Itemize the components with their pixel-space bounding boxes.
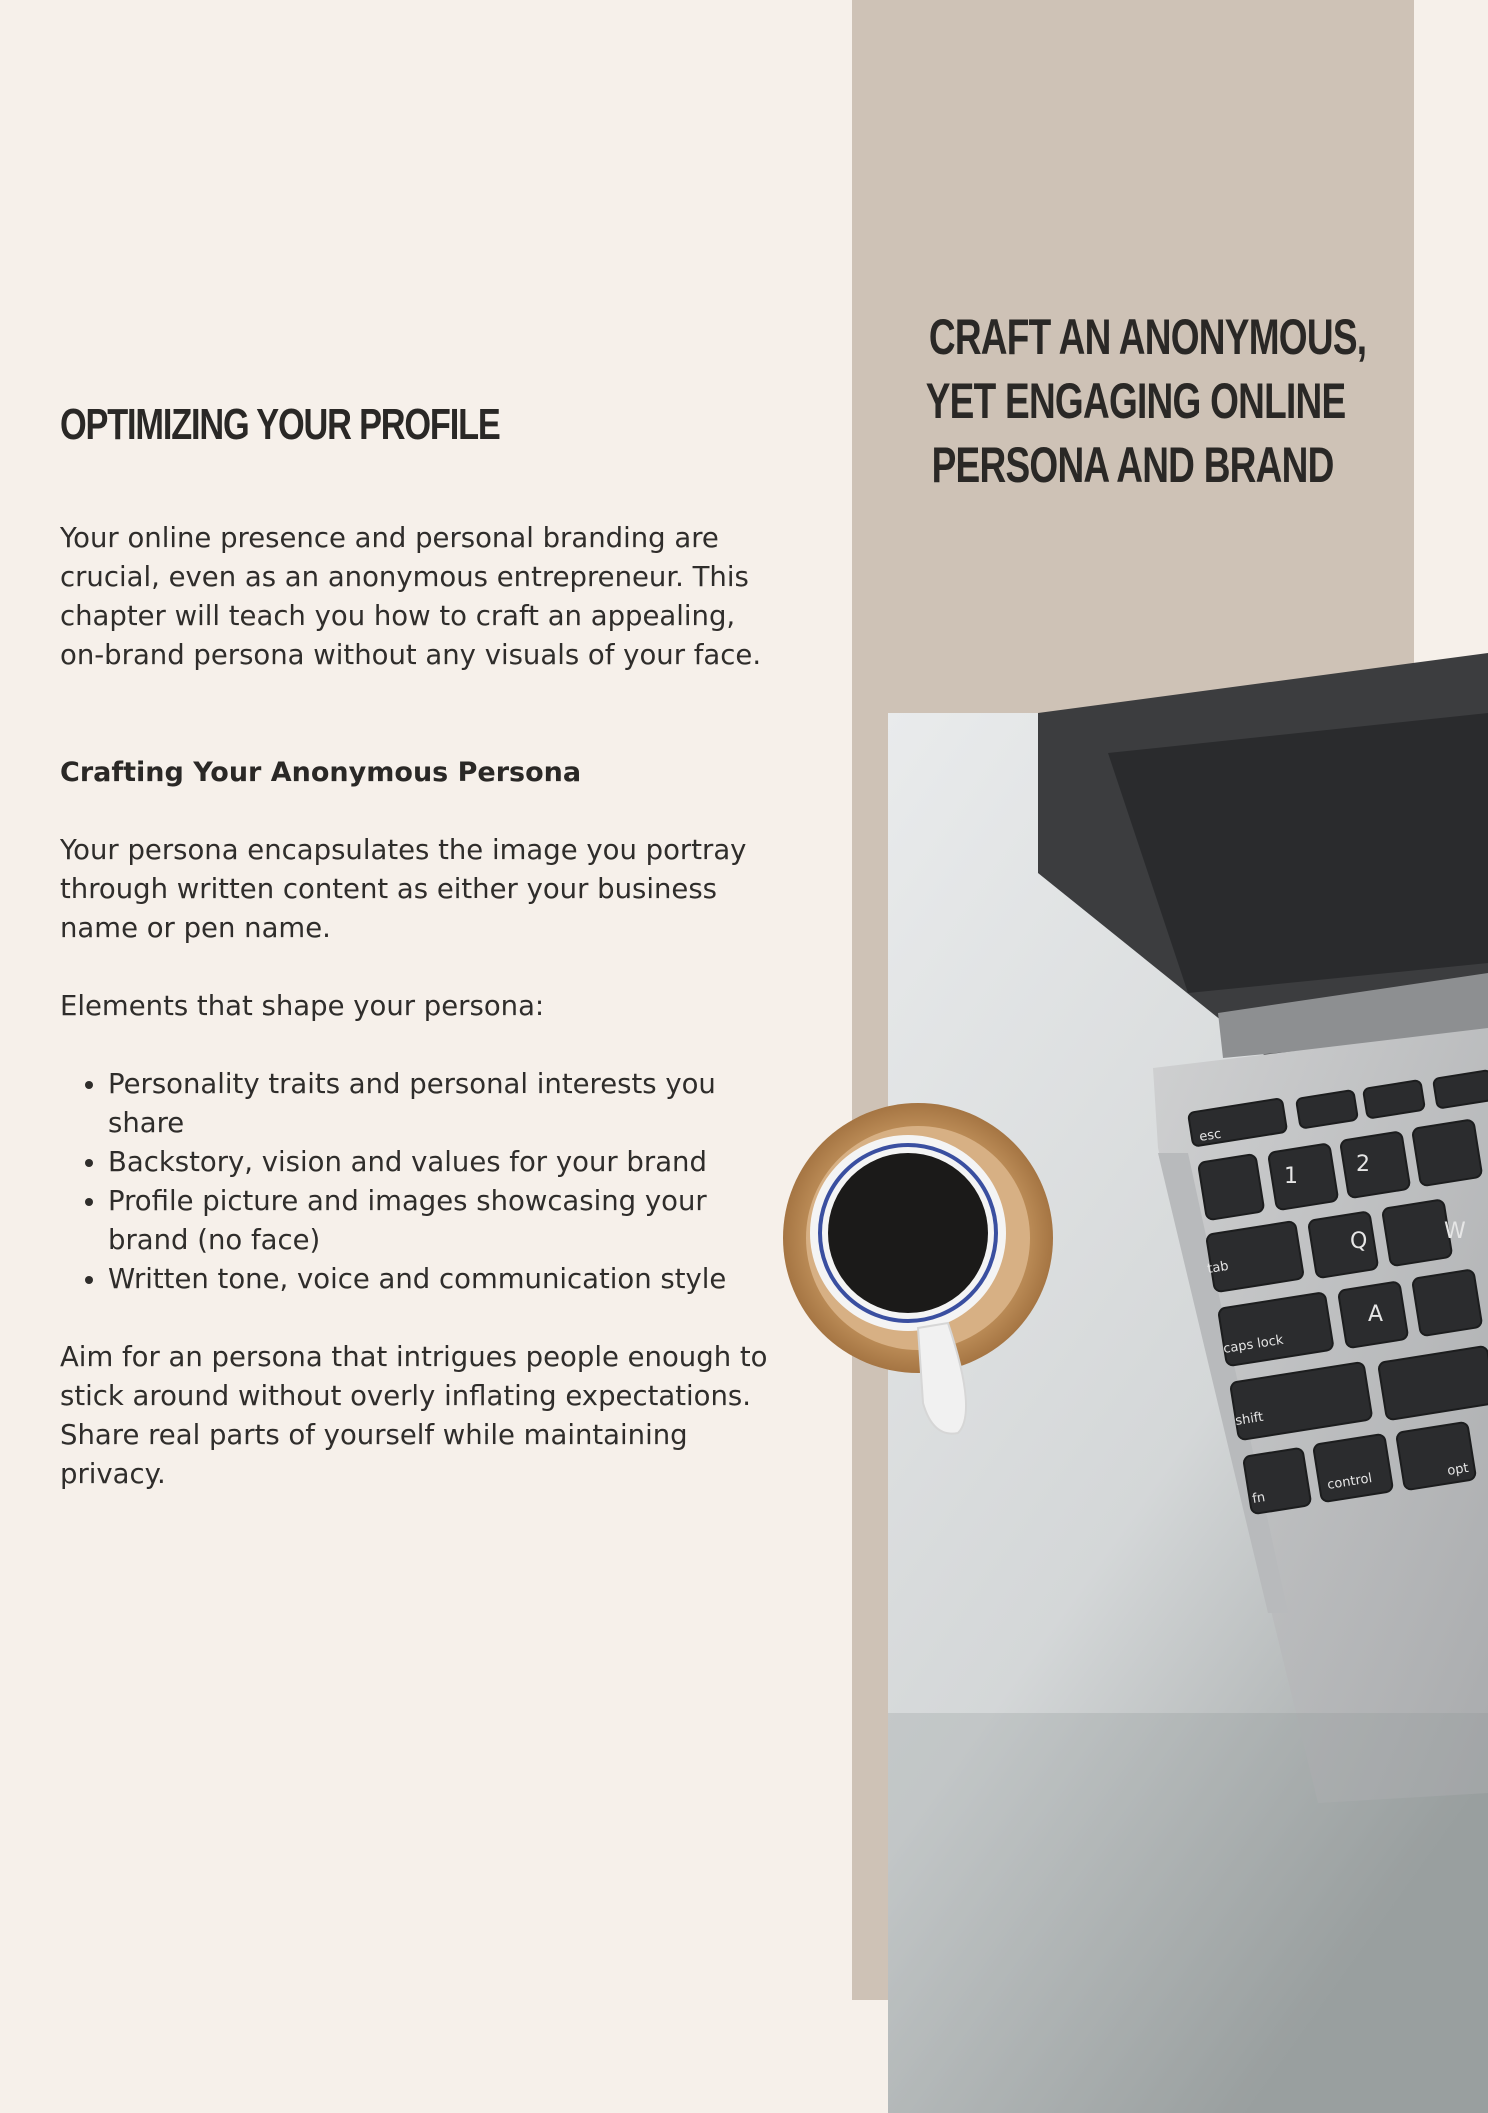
key-label: esc	[1198, 1126, 1223, 1145]
key-label: 1	[1284, 1164, 1298, 1189]
content-body	[60, 519, 780, 1494]
right-title-line: CRAFT AN ANONYMOUS,	[928, 309, 1367, 365]
key-label: A	[1368, 1302, 1384, 1327]
right-panel	[852, 0, 1470, 2000]
key-label: W	[1444, 1219, 1466, 1244]
laptop-coffee-photo	[888, 713, 1488, 2113]
list-item: • Personality traits and personal interests you share	[108, 1065, 780, 1143]
list-item: • Written tone, voice and communication style	[108, 1260, 780, 1299]
key-label: fn	[1251, 1490, 1267, 1507]
right-title-line: YET ENGAGING ONLINE	[925, 373, 1346, 429]
list-item: • Backstory, vision and values for your brand	[108, 1143, 780, 1182]
key-label: shift	[1234, 1409, 1265, 1429]
key-label: control	[1326, 1471, 1374, 1493]
persona-paragraph: Your persona encapsulates the image you portray through written content as either your business name or pen name.	[60, 834, 747, 944]
list-item: • Profile picture and images showcasing your brand (no face)	[108, 1182, 780, 1260]
closing-paragraph: Aim for an persona that intrigues people enough to stick around without overly inflating expectations. Share real parts of yourself while maintaining privacy.	[60, 1341, 768, 1490]
elements-list	[60, 1065, 780, 1299]
key-label: Q	[1350, 1229, 1368, 1254]
right-title-line: PERSONA AND BRAND	[932, 437, 1334, 493]
intro-paragraph: Your online presence and personal branding are crucial, even as an anonymous entrepreneur. This chapter will teach you how to craft an appealing, on-brand persona without any visuals of your face.	[60, 522, 762, 671]
key-label: tab	[1206, 1258, 1230, 1277]
key-label: opt	[1446, 1460, 1470, 1479]
subheading: Crafting Your Anonymous Persona	[60, 757, 582, 788]
elements-intro: Elements that shape your persona:	[60, 990, 545, 1022]
right-title	[852, 305, 1414, 497]
key-label: caps lock	[1222, 1332, 1285, 1357]
section-title: OPTIMIZING YOUR PROFILE	[60, 400, 500, 449]
key-label: 2	[1356, 1152, 1370, 1177]
